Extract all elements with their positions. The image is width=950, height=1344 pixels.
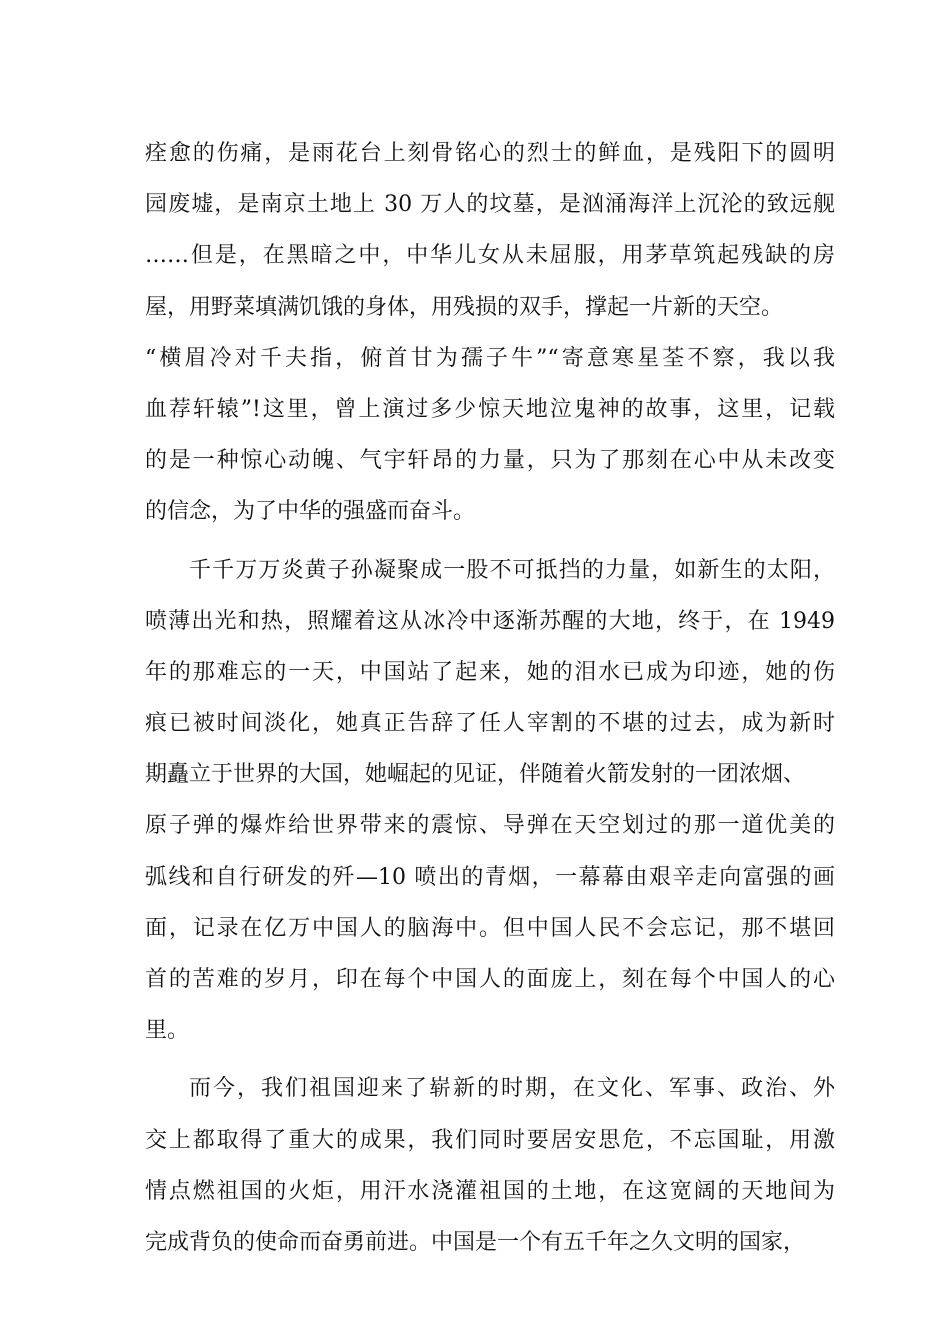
text-line: 喷薄出光和热，照耀着这从冰冷中逐渐苏醒的大地，终于，在 1949: [145, 608, 835, 634]
text-line: 而今，我们祖国迎来了崭新的时期，在文化、军事、政治、外: [189, 1076, 835, 1102]
text-line: 的信念，为了中华的强盛而奋斗。: [145, 499, 476, 525]
text-line: 年的那难忘的一天，中国站了起来，她的泪水已成为印迹，她的伤: [145, 659, 835, 685]
text-line: 痊愈的伤痛，是雨花台上刻骨铭心的烈士的鲜血，是残阳下的圆明: [145, 141, 835, 166]
text-line: 完成背负的使命而奋勇前进。中国是一个有五千年之久文明的国家，: [145, 1229, 806, 1255]
paragraph-3: [145, 1063, 835, 1268]
paragraph-1: [145, 128, 835, 538]
text-line: 原子弹的爆炸给世界带来的震惊、导弹在天空划过的那一道优美的: [145, 813, 835, 839]
text-line: 交上都取得了重大的成果，我们同时要居安思危，不忘国耻，用激: [145, 1127, 835, 1153]
text-line: 血荐轩辕”!这里，曾上演过多少惊天地泣鬼神的故事，这里，记载: [145, 396, 835, 422]
text-line: 的是一种惊心动魄、气宇轩昂的力量，只为了那刻在心中从未改变: [145, 448, 835, 474]
text-line: 屋，用野菜填满饥饿的身体，用残损的双手，撑起一片新的天空。: [145, 294, 784, 320]
text-line: ……但是，在黑暗之中，中华儿女从未屈服，用茅草筑起残缺的房: [145, 243, 835, 269]
document-body: [145, 128, 835, 1268]
text-line: 痕已被时间淡化，她真正告辞了任人宰割的不堪的过去，成为新时: [145, 711, 835, 737]
text-line: 期矗立于世界的大国，她崛起的见证，伴随着火箭发射的一团浓烟、: [145, 762, 806, 788]
text-line: 弧线和自行研发的歼—10 喷出的青烟，一幕幕由艰辛走向富强的画: [145, 864, 835, 890]
text-line: 面，记录在亿万中国人的脑海中。但中国人民不会忘记，那不堪回: [145, 915, 835, 941]
text-line: 首的苦难的岁月，印在每个中国人的面庞上，刻在每个中国人的心: [145, 967, 835, 992]
text-line: 园废墟，是南京土地上 30 万人的坟墓，是汹涌海洋上沉沦的致远舰: [145, 192, 835, 218]
text-line: 情点燃祖国的火炬，用汗水浇灌祖国的土地，在这宽阔的天地间为: [145, 1178, 835, 1204]
text-line: 里。: [145, 1018, 190, 1044]
text-line: “横眉冷对千夫指，俯首甘为孺子牛”“寄意寒星荃不察，我以我: [145, 345, 835, 371]
paragraph-2: [145, 545, 835, 1057]
text-line: 千千万万炎黄子孙凝聚成一股不可抵挡的力量，如新生的太阳，: [189, 557, 835, 583]
